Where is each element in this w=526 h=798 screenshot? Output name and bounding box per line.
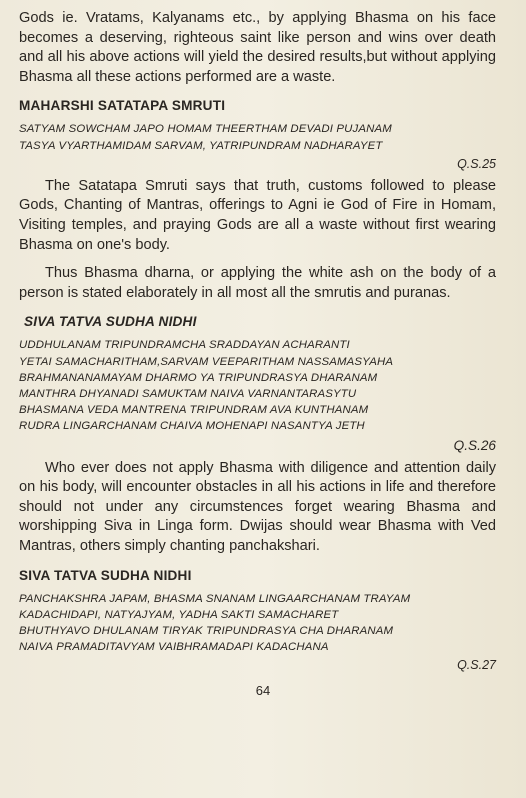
verse-line: BRAHMANANAMAYAM DHARMO YA TRIPUNDRASYA DHARANAM bbox=[19, 371, 378, 384]
verse-line: RUDRA LINGARCHANAM CHAIVA MOHENAPI NASANTYA JETH bbox=[19, 420, 365, 433]
verse-line: UDDHULANAM TRIPUNDRAMCHA SRADDAYAN ACHARANTI bbox=[19, 339, 350, 352]
verse-reference: Q.S.25 bbox=[457, 156, 496, 171]
verse-line: NAIVA PRAMADITAVYAM VAIBHRAMADAPI KADACHANA bbox=[19, 641, 329, 654]
verse-line: KADACHIDAPI, NATYAJYAM, YADHA SAKTI SAMACHARET bbox=[19, 608, 339, 621]
verse-line: TASYA VYARTHAMIDAM SARVAM, YATRIPUNDRAM NADHARAYET bbox=[19, 139, 383, 152]
heading-satatapa-smruti: MAHARSHI SATATAPA SMRUTI bbox=[19, 98, 226, 114]
verse-reference: Q.S.26 bbox=[453, 437, 496, 453]
paragraph-bhasma-dharna: Thus Bhasma dharna, or applying the white ash on the body of a person is stated elaborately in all most all the smrutis and puranas. bbox=[19, 265, 496, 301]
verse-block-3 bbox=[19, 591, 496, 656]
heading-siva-tatva-2: SIVA TATVA SUDHA NIDHI bbox=[19, 567, 192, 583]
verse-line: PANCHAKSHRA JAPAM, BHASMA SNANAM LINGAARCHANAM TRAYAM bbox=[19, 592, 411, 605]
paragraph-whoever: Who ever does not apply Bhasma with diligence and attention daily on his body, will encounter obstacles in all his actions in life and therefore should not under any circumstences forget wearing Bhasma and worshipping Siva in Linga form. Dwijas should wear Bhasma with Ved Mantras, others simply chanting panchakshari. bbox=[19, 459, 496, 554]
verse-line: MANTHRA DHYANADI SAMUKTAM NAIVA VARNANTARASYTU bbox=[19, 387, 357, 400]
verse-line: SATYAM SOWCHAM JAPO HOMAM THEERTHAM DEVADI PUJANAM bbox=[19, 123, 392, 136]
verse-line: BHASMANA VEDA MANTRENA TRIPUNDRAM AVA KUNTHANAM bbox=[19, 404, 369, 417]
paragraph-intro: Gods ie. Vratams, Kalyanams etc., by applying Bhasma on his face becomes a deserving, righteous saint like person and wins over death and all his above actions will yield the desired results,but without applying Bhasma all these actions performed are a waste. bbox=[19, 10, 496, 85]
verse-reference: Q.S.27 bbox=[457, 658, 496, 673]
page-number: 64 bbox=[255, 683, 271, 698]
verse-line: YETAI SAMACHARITHAM,SARVAM VEEPARITHAM NASSAMASYAHA bbox=[19, 355, 394, 368]
verse-block-1 bbox=[19, 121, 496, 153]
paragraph-satatapa: The Satatapa Smruti says that truth, customs followed to please Gods, Chanting of Mantras, offerings to Agni ie God of Fire in Homam, Visiting temples, and praying Gods are all a waste without first wearing Bhasma on one's body. bbox=[19, 177, 496, 253]
verse-block-2 bbox=[19, 337, 496, 434]
heading-siva-tatva-1: SIVA TATVA SUDHA NIDHI bbox=[24, 314, 197, 330]
verse-line: BHUTHYAVO DHULANAM TIRYAK TRIPUNDRASYA CHA DHARANAM bbox=[19, 624, 394, 637]
